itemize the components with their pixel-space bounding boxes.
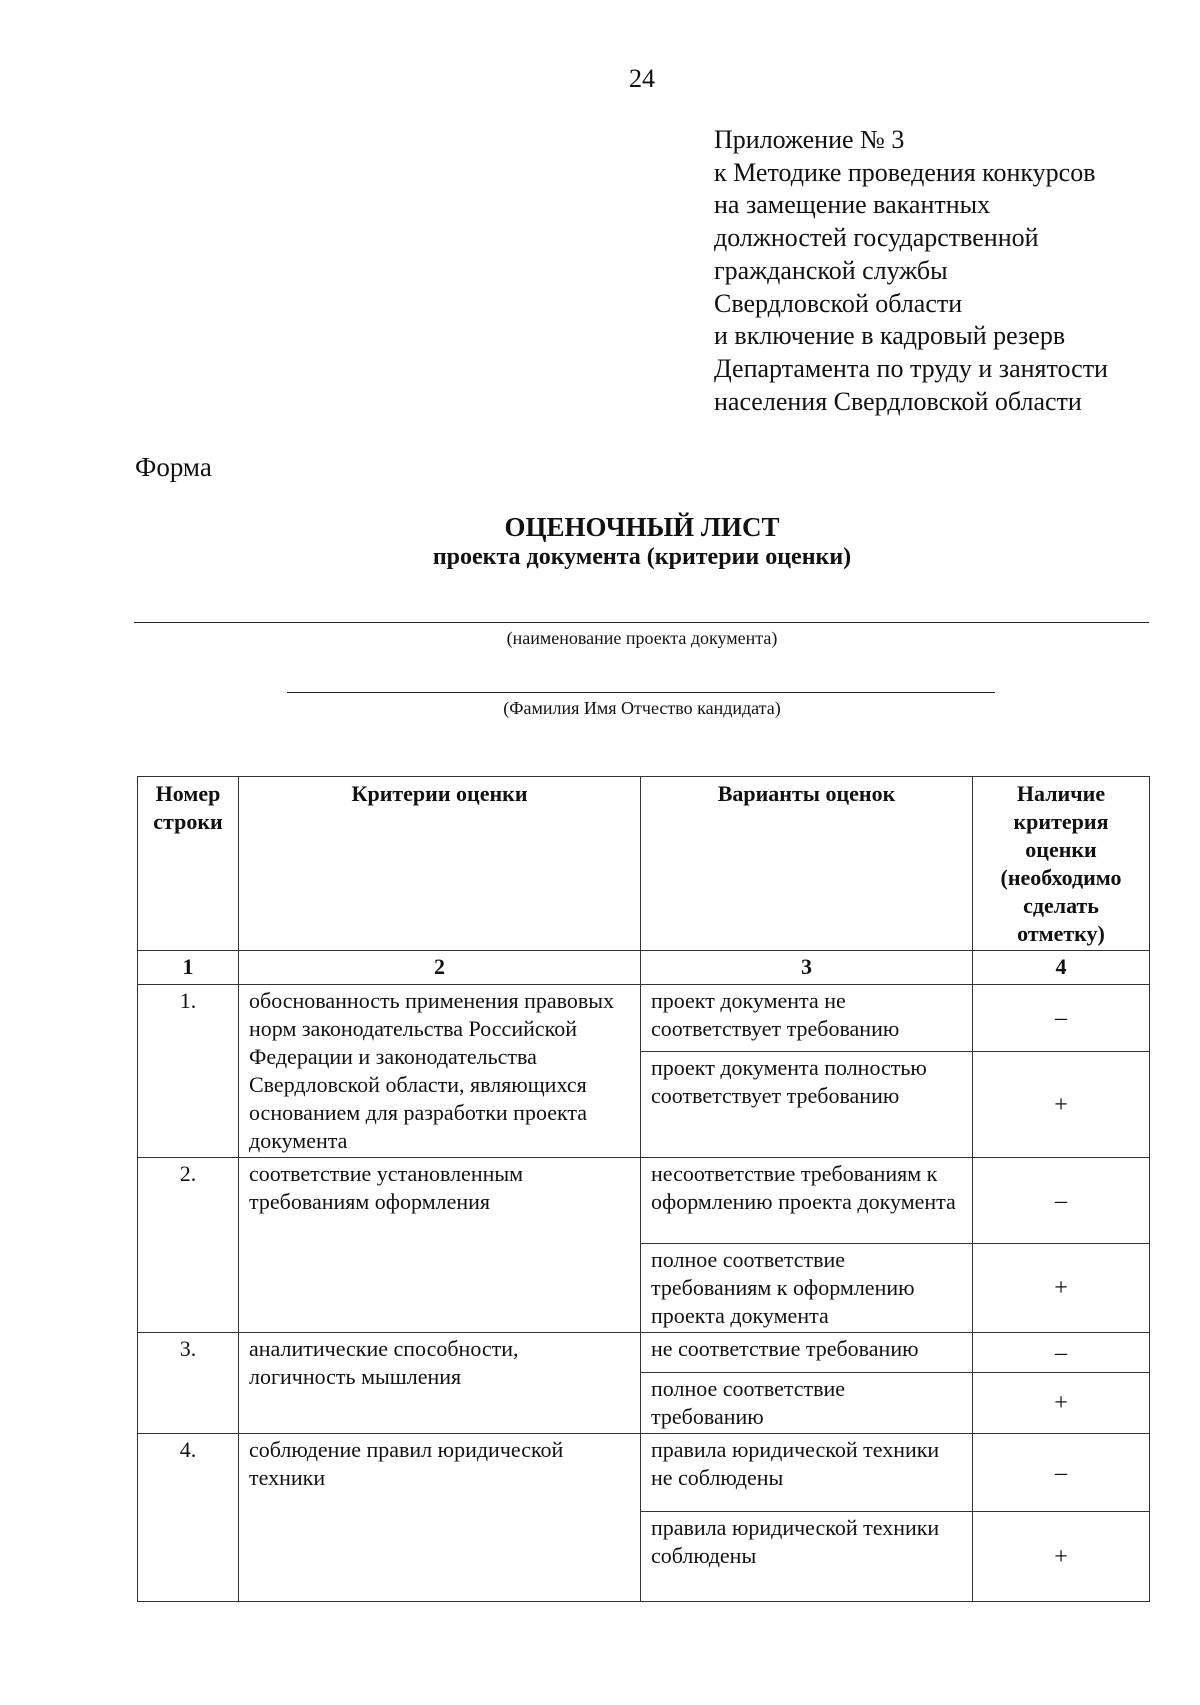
header-options: Варианты оценок [641,777,973,951]
mark-cell[interactable]: – [973,1333,1150,1373]
criterion-text: аналитические способности, логичность мышления [239,1333,641,1434]
appendix-line: Департамента по труду и занятости [714,353,1108,383]
document-name-caption: (наименование проекта документа) [506,628,778,648]
appendix-line: Свердловской области [714,288,963,318]
criterion-text: соответствие установленным требованиям оформления [239,1158,641,1333]
option-text: полное соответствие требованиям к оформлению проекта документа [641,1244,973,1333]
table-row [138,1333,1150,1373]
header-criteria: Критерии оценки [239,777,641,951]
option-text: проект документа полностью соответствует требованию [641,1052,973,1158]
column-number: 1 [138,951,239,985]
option-text: несоответствие требованиям к оформлению проекта документа [641,1158,973,1244]
mark-cell[interactable]: + [973,1373,1150,1434]
mark-cell[interactable]: – [973,1434,1150,1512]
option-text: полное соответствие требованию [641,1373,973,1434]
column-number: 4 [973,951,1150,985]
document-subtitle: проекта документа (критерии оценки) [432,544,852,570]
option-text: правила юридической техники не соблюдены [641,1434,973,1512]
appendix-line: на замещение вакантных [714,190,991,220]
document-name-line[interactable] [134,622,1149,623]
option-text: проект документа не соответствует требованию [641,985,973,1052]
mark-cell[interactable]: + [973,1244,1150,1333]
document-title: ОЦЕНОЧНЫЙ ЛИСТ [504,512,780,542]
row-number: 3. [138,1333,239,1434]
criterion-text: обоснованность применения правовых норм законодательства Российской Федерации и законодательства Свердловской области, являющихся основанием для разработки проекта документа [239,985,641,1158]
appendix-line: и включение в кадровый резерв [714,321,1066,351]
form-label: Форма [135,452,212,482]
candidate-name-caption: (Фамилия Имя Отчество кандидата) [503,698,781,718]
appendix-line: гражданской службы [714,255,948,285]
table-row [138,1158,1150,1244]
mark-cell[interactable]: – [973,1158,1150,1244]
mark-cell[interactable]: + [973,1052,1150,1158]
column-number: 3 [641,951,973,985]
option-text: не соответствие требованию [641,1333,973,1373]
column-number: 2 [239,951,641,985]
row-number: 2. [138,1158,239,1333]
appendix-line: должностей государственной [714,223,1039,253]
row-number: 4. [138,1434,239,1602]
header-row-number: Номер строки [138,777,239,951]
criterion-text: соблюдение правил юридической техники [239,1434,641,1602]
row-number: 1. [138,985,239,1158]
appendix-line: Приложение № 3 [714,125,905,154]
table-row [138,1434,1150,1512]
page-number: 24 [629,64,655,93]
appendix-header [714,124,1108,418]
candidate-name-line[interactable] [287,692,995,693]
appendix-line: населения Свердловской области [714,386,1082,416]
criteria-table [137,776,1150,1602]
header-presence: Наличие критерия оценки (необходимо сделать отметку) [973,777,1150,951]
appendix-line: к Методике проведения конкурсов [714,157,1096,187]
table-row [138,985,1150,1052]
mark-cell[interactable]: – [973,985,1150,1052]
mark-cell[interactable]: + [973,1512,1150,1602]
option-text: правила юридической техники соблюдены [641,1512,973,1602]
